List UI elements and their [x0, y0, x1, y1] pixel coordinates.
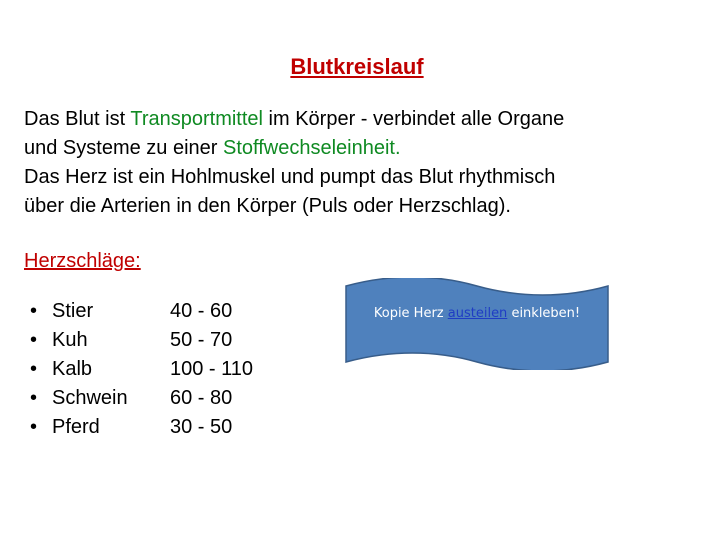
heartbeat-range: 30 - 50 — [170, 416, 233, 438]
wave-banner — [345, 278, 609, 370]
wave-banner-shape — [345, 278, 609, 370]
austeilen-link[interactable]: austeilen — [447, 306, 508, 321]
intro-line-2: und Systeme zu einer Stoffwechseleinheit. — [24, 137, 401, 159]
list-item: • Kalb — [30, 355, 128, 384]
list-item: • Kuh — [30, 326, 128, 355]
list-item: • Schwein — [30, 384, 128, 413]
heartbeat-range: 60 - 80 — [170, 387, 233, 409]
heartbeat-range: 100 - 110 — [170, 358, 254, 380]
animal-list — [30, 297, 128, 442]
heartbeat-values — [170, 297, 253, 442]
intro-paragraph — [24, 105, 714, 221]
intro-line-1: Das Blut ist Transportmittel im Körper - verbindet alle Organe — [24, 108, 565, 130]
heartbeat-range: 40 - 60 — [170, 300, 233, 322]
list-item: • Pferd — [30, 413, 128, 442]
page-title: Blutkreislauf — [290, 54, 424, 79]
intro-line-4: über die Arterien in den Körper (Puls oder Herzschlag). — [24, 195, 511, 217]
list-item: • Stier — [30, 297, 128, 326]
highlight-stoffwechseleinheit: Stoffwechseleinheit. — [223, 137, 401, 159]
heartbeats-heading: Herzschläge: — [24, 250, 141, 272]
highlight-transportmittel: Transportmittel — [130, 108, 263, 130]
banner-text: Kopie Herz austeilen einkleben! — [373, 306, 581, 321]
heartbeat-range: 50 - 70 — [170, 329, 233, 351]
intro-line-3: Das Herz ist ein Hohlmuskel und pumpt das Blut rhythmisch — [24, 166, 556, 188]
